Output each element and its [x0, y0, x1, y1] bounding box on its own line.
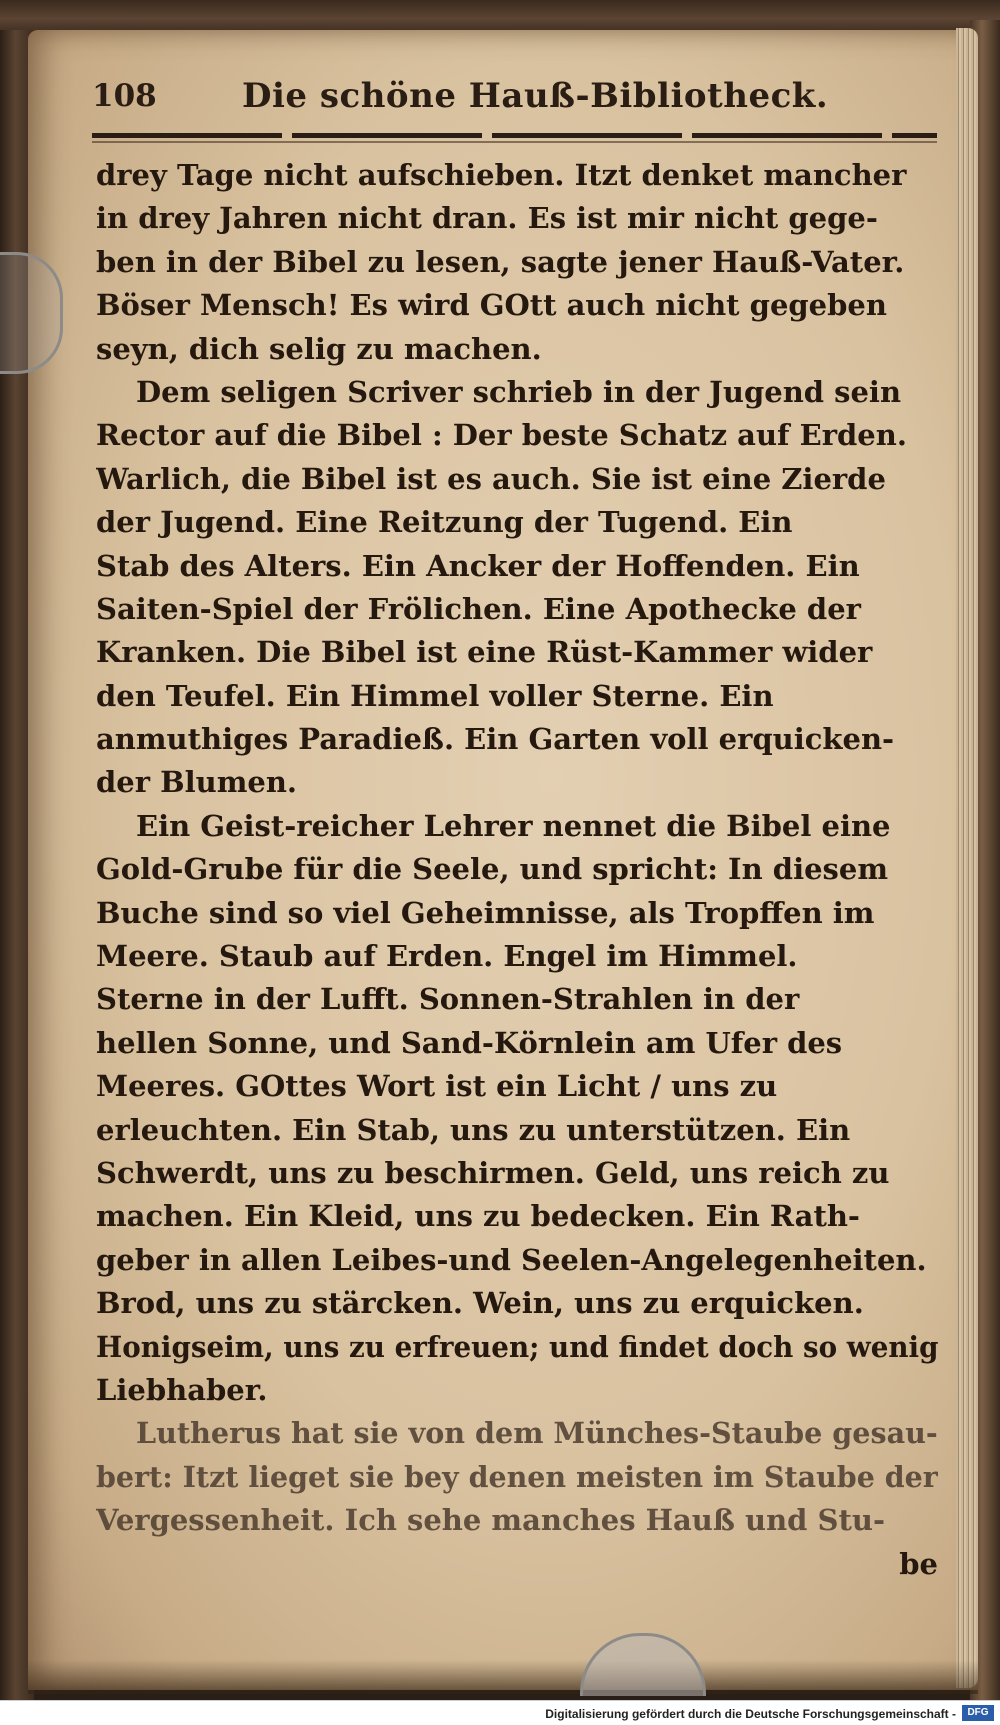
text-line — [96, 1282, 938, 1325]
text-line — [96, 1456, 938, 1499]
page-number: 108 — [92, 78, 157, 114]
text-line-content: Böser Mensch! Es wird GOtt auch nicht gegeben — [96, 288, 887, 323]
text-line-content: Vergessenheit. Ich sehe manches Hauß und Stu- — [96, 1503, 886, 1538]
text-line — [96, 154, 938, 197]
dfg-logo: DFG — [962, 1705, 994, 1721]
text-line — [96, 978, 938, 1021]
digitization-footer — [0, 1700, 1000, 1725]
running-head — [92, 76, 942, 124]
text-line-content: Meere. Staub auf Erden. Engel im Himmel. — [96, 939, 798, 974]
text-line-content: bert: Itzt lieget sie bey denen meisten im Staube der — [96, 1459, 938, 1494]
text-line-content: Dem seligen Scriver schrieb in der Jugend sein — [136, 374, 902, 409]
text-line — [96, 1152, 938, 1195]
text-line-content: Liebhaber. — [96, 1372, 268, 1407]
text-line-content: be — [899, 1546, 938, 1581]
page-bottom-shadow — [28, 1660, 978, 1694]
book-top-edge — [0, 0, 1000, 34]
text-line-content: Gold-Grube für die Seele, und spricht: In diesem — [96, 852, 889, 887]
text-line-content: hellen Sonne, und Sand-Körnlein am Ufer des — [96, 1025, 843, 1060]
text-line-content: in drey Jahren nicht dran. Es ist mir nicht gege- — [96, 201, 878, 236]
text-line-content: erleuchten. Ein Stab, uns zu unterstützen. Ein — [96, 1112, 851, 1147]
text-line — [96, 675, 938, 718]
text-line-content: Kranken. Die Bibel ist eine Rüst-Kammer wider — [96, 635, 873, 670]
text-line — [96, 197, 938, 240]
text-line — [96, 1326, 938, 1369]
text-line-content: seyn, dich selig zu machen. — [96, 331, 542, 366]
digitization-credit: Digitalisierung gefördert durch die Deutsche Forschungsgemeinschaft - — [545, 1707, 956, 1721]
text-line — [96, 1065, 938, 1108]
page-clip-left — [0, 252, 63, 374]
text-line — [96, 892, 938, 935]
text-line — [96, 1239, 938, 1282]
text-line — [96, 241, 938, 284]
text-line — [96, 1543, 938, 1586]
text-line — [96, 848, 938, 891]
text-line-content: der Blumen. — [96, 765, 298, 800]
text-line-content: Buche sind so viel Geheimnisse, als Tropffen im — [96, 895, 875, 930]
text-line-content: Lutherus hat sie von dem Münches-Staube gesau- — [136, 1416, 938, 1451]
text-line — [96, 761, 938, 804]
head-rule-thin — [92, 141, 937, 143]
head-rule — [92, 133, 937, 138]
text-line-content: Ein Geist-reicher Lehrer nennet die Bibel eine — [136, 808, 891, 843]
text-line-content: anmuthiges Paradieß. Ein Garten voll erquicken- — [96, 722, 895, 757]
text-line — [96, 414, 938, 457]
text-line — [96, 1369, 938, 1412]
text-line-content: Stab des Alters. Ein Ancker der Hoffenden. Ein — [96, 548, 860, 583]
text-line — [96, 458, 938, 501]
text-line — [96, 631, 938, 674]
text-line — [96, 805, 938, 848]
text-line-content: der Jugend. Eine Reitzung der Tugend. Ein — [96, 505, 793, 540]
text-line-content: geber in allen Leibes-und Seelen-Angelegenheiten. — [96, 1242, 927, 1277]
text-line-content: ben in der Bibel zu lesen, sagte jener Hauß-Vater. — [96, 244, 905, 279]
text-line-content: Honigseim, uns zu erfreuen; und findet doch so wenig — [96, 1329, 938, 1364]
text-line — [96, 1499, 938, 1542]
text-line — [96, 935, 938, 978]
text-line-content: Rector auf die Bibel : Der beste Schatz auf Erden. — [96, 418, 907, 453]
text-line-content: machen. Ein Kleid, uns zu bedecken. Ein Rath- — [96, 1199, 860, 1234]
text-line — [96, 1195, 938, 1238]
text-line — [96, 371, 938, 414]
text-line — [96, 1109, 938, 1152]
text-line-content: Warlich, die Bibel ist es auch. Sie ist eine Zierde — [96, 461, 886, 496]
text-line-content: Schwerdt, uns zu beschirmen. Geld, uns reich zu — [96, 1155, 890, 1190]
text-line-content: Sterne in der Lufft. Sonnen-Strahlen in der — [96, 982, 800, 1017]
text-line — [96, 1412, 938, 1455]
text-line-content: den Teufel. Ein Himmel voller Sterne. Ein — [96, 678, 774, 713]
text-line — [96, 588, 938, 631]
text-line — [96, 328, 938, 371]
text-line — [96, 1022, 938, 1065]
body-text — [96, 154, 938, 1586]
text-line — [96, 501, 938, 544]
text-line — [96, 718, 938, 761]
text-line — [96, 545, 938, 588]
page-stack-edge — [956, 28, 978, 1688]
running-head-title: Die schöne Hauß-Bibliotheck. — [242, 76, 829, 116]
text-line-content: Brod, uns zu stärcken. Wein, uns zu erquicken. — [96, 1286, 864, 1321]
text-line-content: Saiten-Spiel der Frölichen. Eine Apothecke der — [96, 591, 861, 626]
text-line-content: Meeres. GOttes Wort ist ein Licht / uns zu — [96, 1069, 778, 1104]
text-line-content: drey Tage nicht aufschieben. Itzt denket mancher — [96, 158, 907, 192]
text-line — [96, 284, 938, 327]
